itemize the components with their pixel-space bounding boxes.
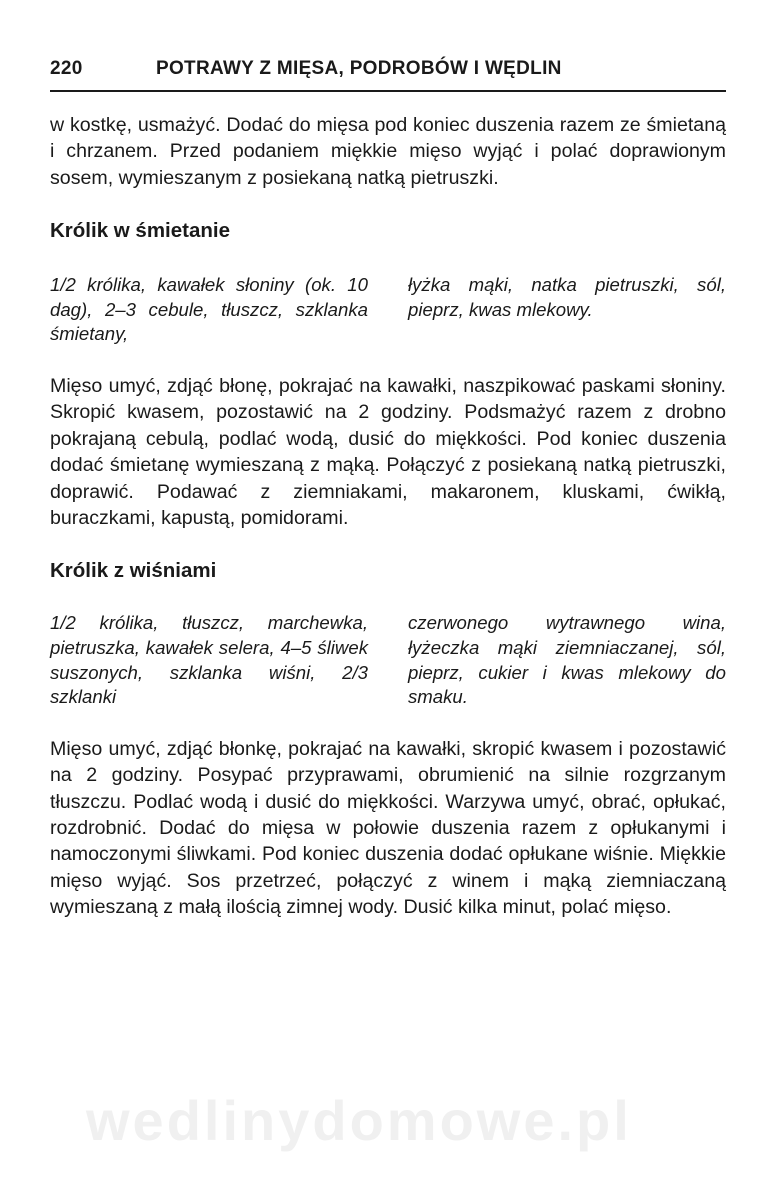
- page-number: 220: [50, 58, 83, 79]
- recipe-ingredients-1: [50, 273, 726, 347]
- watermark: wedlinydomowe.pl: [86, 1089, 632, 1152]
- recipe-ingredients-2: [50, 611, 726, 709]
- ingredients-left-column: 1/2 królika, tłuszcz, marchewka, pietruszka, kawałek selera, 4–5 śliwek suszonych, szklanka wiśni, 2/3 szklanki: [50, 612, 368, 708]
- recipe-method-1: Mięso umyć, zdjąć błonę, pokrajać na kawałki, naszpikować paskami słoniny. Skropić kwasem, pozostawić na 2 godziny. Podsmażyć razem z drobno pokrajaną cebulą, podlać wodą, dusić do miękkości. Pod koniec duszenia dodać śmietanę wymieszaną z mąką. Połączyć z posiekaną natką pietruszki, doprawić. Podawać z ziemniakami, makaronem, kluskami, ćwikłą, buraczkami, kapustą, pomidorami.: [50, 375, 726, 530]
- intro-paragraph: w kostkę, usmażyć. Dodać do mięsa pod koniec duszenia razem ze śmietaną i chrzanem. Przed podaniem miękkie mięso wyjąć i polać doprawionym sosem, wymieszanym z posiekaną natką pietruszki.: [50, 114, 726, 189]
- running-title: POTRAWY Z MIĘSA, PODROBÓW I WĘDLIN: [156, 58, 562, 79]
- recipe-title-1: Królik w śmietanie: [50, 219, 231, 243]
- book-page: [50, 58, 726, 921]
- ingredients-left-column: 1/2 królika, kawałek słoniny (ok. 10 dag), 2–3 cebule, tłuszcz, szklanka śmietany,: [50, 274, 368, 345]
- ingredients-right-column: czerwonego wytrawnego wina, łyżeczka mąki ziemniaczanej, sól, pieprz, cukier i kwas mlekowy do smaku.: [408, 612, 726, 708]
- ingredients-right-column: łyżka mąki, natka pietruszki, sól, pieprz, kwas mlekowy.: [408, 274, 726, 320]
- running-head: [50, 58, 726, 92]
- recipe-title-2: Królik z wiśniami: [50, 559, 217, 583]
- recipe-method-2: Mięso umyć, zdjąć błonkę, pokrajać na kawałki, skropić kwasem i pozostawić na 2 godziny. Posypać przyprawami, obrumienić na silnie rozgrzanym tłuszczu. Podlać wodą i dusić do miękkości. Warzywa umyć, obrać, opłukać, rozdrobnić. Dodać do mięsa w połowie duszenia razem z opłukanymi i namoczonymi śliwkami. Pod koniec duszenia dodać opłukane wiśnie. Miękkie mięso wyjąć. Sos przetrzeć, połączyć z winem i mąką ziemniaczaną wymieszaną z małą ilością zimnej wody. Dusić kilka minut, polać mięso.: [50, 737, 726, 919]
